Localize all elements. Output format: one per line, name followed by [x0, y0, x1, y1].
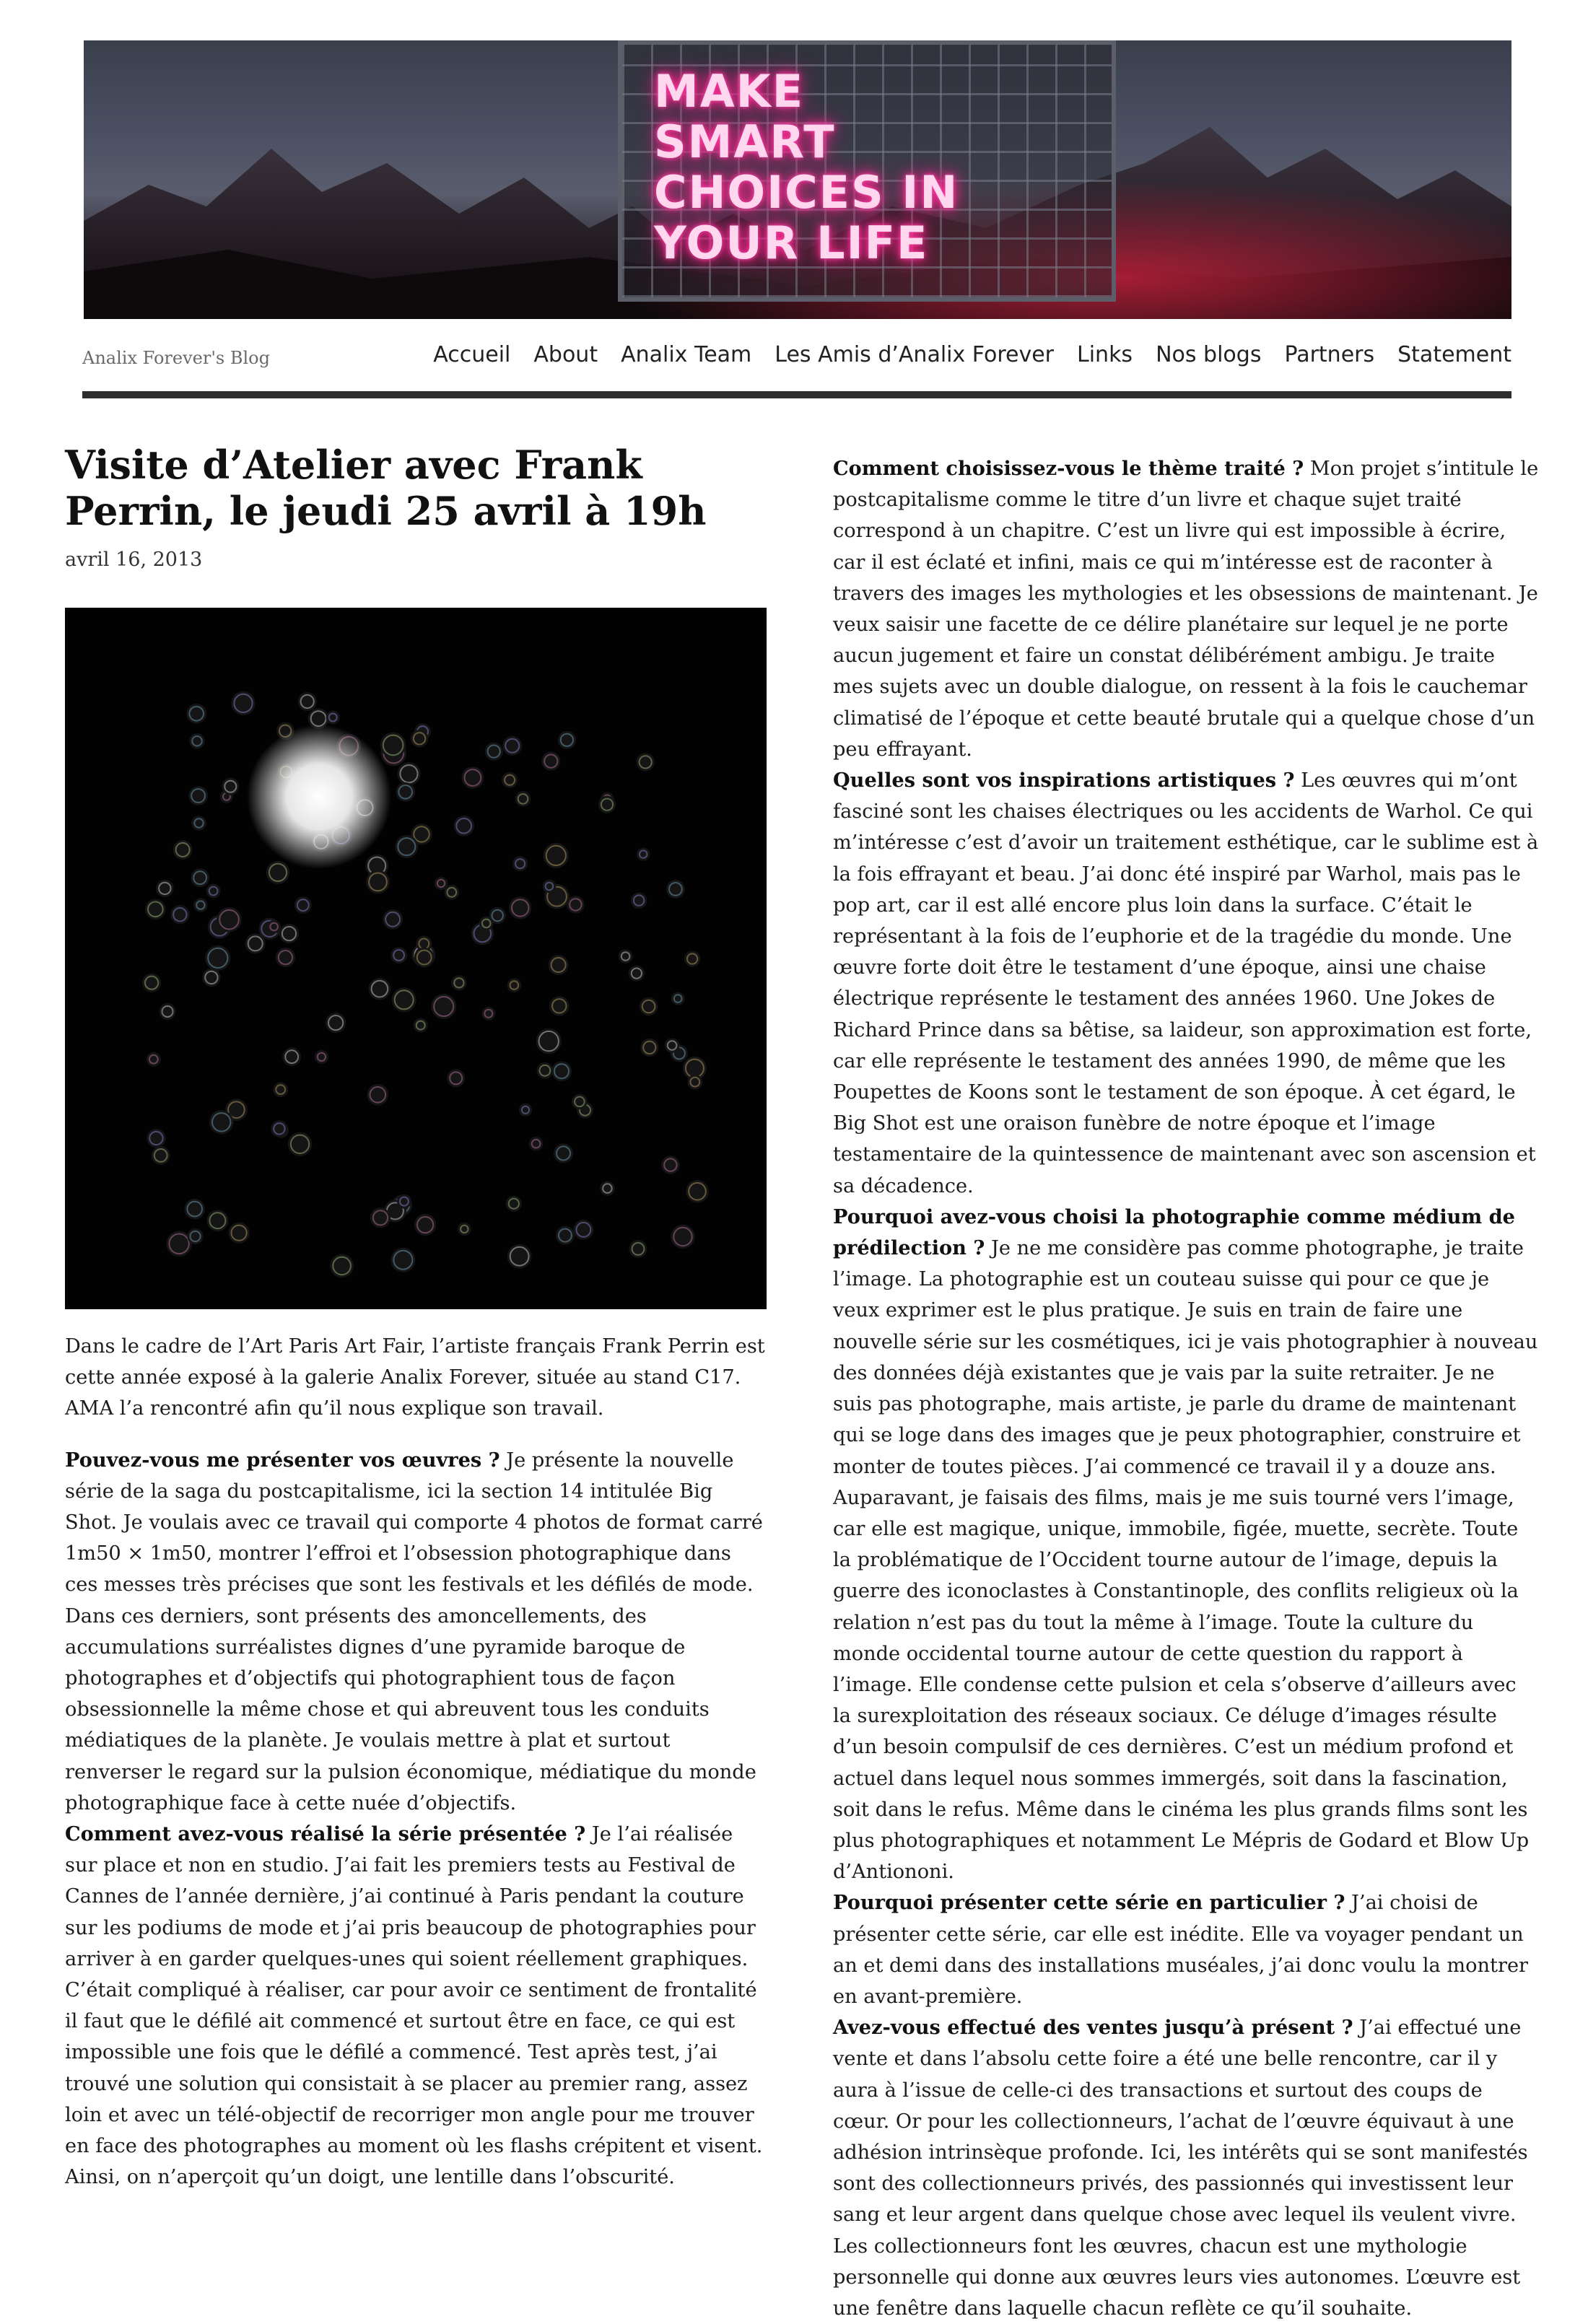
- camera-body: [392, 987, 416, 1012]
- nav-item-les-amis[interactable]: Les Amis d’Analix Forever: [775, 342, 1054, 367]
- camera-body: [519, 1104, 532, 1117]
- camera-body: [481, 1007, 495, 1021]
- main-navigation: [433, 342, 1511, 367]
- camera-body: [380, 733, 406, 759]
- camera-flash: [247, 725, 391, 869]
- answer: Je présente la nouvelle série de la saga du postcapitalisme, ici la section 14 intitulée Big Shot. Je voulais avec ce travail qui comporte 4 photos de format carré 1m50 × 1m50, montrer l’effroi et l’obsession photographique dans ces messes très précises que sont les festivals et les défilés de mode. Dans ces derniers, sont présents des amoncellements, des accumulations surréalistes dignes d’une pyramide baroque de photographes et d’objectifs qui photographient tous de façon obsessionnelle la même chose et qui abreuvent tous les conduits médiatiques de la planète. Je voulais mettre à plat et surtout renverser le regard sur la pulsion économique, médiatique du monde photographique face à cette nuée d’objectifs.: [65, 1449, 763, 1814]
- neon-sign-text: MAKE SMART CHOICES IN YOUR LIFE: [654, 65, 959, 269]
- question: Pouvez-vous me présenter vos œuvres ?: [65, 1448, 500, 1472]
- nav-item-analix-team[interactable]: Analix Team: [621, 342, 752, 367]
- qa-block: [65, 1445, 767, 1819]
- camera-body: [458, 1223, 471, 1236]
- camera-body: [637, 847, 650, 860]
- header-banner: [84, 40, 1511, 319]
- answer: Les œuvres qui m’ont fasciné sont les chaises électriques ou les accidents de Warhol. Ce qui m’intéresse c’est d’avoir un traitement esthétique, car le sublime est à la fois effrayant et beau. J’ai donc été inspiré par Warhol, mais pas le pop art, car il est allé encore plus loin dans la surface. C’était le représentant à la fois de l’euphorie et de la tragédie du monde. Une œuvre forte doit être le testament d’une époque, ainsi une chaise électrique représente le testament des années 1960. Une Jokes de Richard Prince dans sa bêtise, sa laideur, son approximation est forte, car elle représente le testament des années 1990, de même que les Poupettes de Koons sont le testament de son époque. À cet égard, le Big Shot est une oraison funèbre de notre époque et l’image testamentaire de la quintessence de maintenant avec son ascension et sa décadence.: [833, 769, 1539, 1197]
- qa-block: [833, 2012, 1539, 2324]
- camera-body: [147, 1052, 161, 1067]
- camera-body: [431, 994, 456, 1019]
- qa-block: [833, 1202, 1539, 1887]
- camera-body: [326, 711, 340, 725]
- nav-item-about[interactable]: About: [533, 342, 598, 367]
- question: Avez-vous effectué des ventes jusqu’à présent ?: [833, 2016, 1353, 2040]
- camera-body: [543, 880, 557, 894]
- nav-divider: [82, 391, 1511, 398]
- camera-body: [267, 920, 281, 934]
- question: Comment choisissez-vous le thème traité ?: [833, 457, 1304, 480]
- answer: Je ne me considère pas comme photographe, je traite l’image. La photographie est un couteau suisse qui pour ce que je veux exprimer est le plus pratique. Je suis en train de faire une nouvelle série sur les cosmétiques, ici je vais photographier à nouveau des données déjà existantes que je vais par la suite retraiter. Je ne suis pas photographe, mais artiste, je parle du drame de maintenant qui se loge dans des images que je peux photographier, construire et monter de toutes pièces. J’ai commencé ce travail il y a douze ans. Auparavant, je faisais des films, mais je me suis tourné vers l’image, car elle est magique, unique, immobile, figée, muette, secrète. Toute la problématique de l’Occident tourne autour de l’image, depuis la guerre des iconoclastes à Constantinople, des conflits religieux où la relation n’est pas du tout la même à l’image. Toute la culture du monde occidental tourne autour de cette question du rapport à l’image. Elle condense cette pulsion et cela s’observe d’ailleurs avec la surexploitation des réseaux sociaux. Ce déluge d’images résulte d’un besoin compulsif de ces dernières. C’est un médium profond et actuel dans lequel nous sommes immergés, soit dans la fascination, soit dans le refus. Même dans le cinéma les plus grands films sont les plus photographiques et notamment Le Mépris de Godard et Blow Up d’Antiononi.: [833, 1237, 1538, 1884]
- question: Comment avez-vous réalisé la série présentée ?: [65, 1822, 586, 1846]
- left-column-text: [65, 1331, 767, 2193]
- answer: Je l’ai réalisée sur place et non en studio. J’ai fait les premiers tests au Festival de Cannes de l’année dernière, j’ai continué à Paris pendant la couture sur les podiums de mode et j’ai pris beaucoup de photographies pour arriver à en garder quelques-unes qui soient réellement graphiques. C’était compliqué à réaliser, car pour avoir ce sentiment de frontalité il faut que le défilé ait commencé et surtout être en face, ce qui est impossible une fois que le défilé a commencé. Test après test, j’ai trouvé une solution qui consistait à se placer au premier rang, assez loin et avec un télé-objectif de recorriger mon angle pour me trouver en face des photographes au moment où les flashs crépitent et visent. Ainsi, on n’aperçoit qu’un doigt, une lentille dans l’obscurité.: [65, 1823, 763, 2189]
- answer: J’ai choisi de présenter cette série, car elle est inédite. Elle va voyager pendant un an et demi dans des installations muséales, j’ai donc voulu la montrer en avant-première.: [833, 1892, 1529, 2008]
- camera-body: [209, 1110, 233, 1134]
- camera-body: [529, 1137, 544, 1151]
- qa-block: [833, 765, 1539, 1202]
- answer: Mon projet s’intitule le postcapitalisme comme le titre d’un livre et chaque sujet traité correspond à un chapitre. C’est un livre qui est impossible à écrire, car il est éclaté et infini, mais ce qui m’intéresse est de raconter à travers des images les mythologies et les obsessions de maintenant. Je veux saisir une facette de ce délire planétaire sur lequel je ne porte aucun jugement et faire un constat délibérément ambigu. Je traite mes sujets avec un double dialogue, on ressent à la fois le cauchemar climatisé de l’époque et cette beauté brutale qui a quelque chose d’un peu effrayant.: [833, 458, 1539, 761]
- nav-item-accueil[interactable]: Accueil: [433, 342, 511, 367]
- photographers-crowd-image: [65, 608, 767, 1309]
- post-title[interactable]: Visite d’Atelier avec Frank Perrin, le jeudi 25 avril à 19h: [65, 442, 707, 534]
- camera-body: [536, 1028, 562, 1054]
- qa-block: [833, 1887, 1539, 2012]
- question: Quelles sont vos inspirations artistiques ?: [833, 769, 1295, 792]
- blog-name[interactable]: Analix Forever's Blog: [82, 348, 270, 368]
- camera-body: [544, 843, 569, 868]
- camera-body: [435, 877, 448, 890]
- answer: J’ai effectué une vente et dans l’absolu cette foire a été une belle rencontre, car il y aura à l’issue de celle-ci des transactions et surtout des coups de cœur. Or pour les collectionneurs, l’achat de l’œuvre équivaut à une adhésion intrinsèque profonde. Ici, les intérêts qui se sont manifestés sont des collectionneurs privés, des passionnés qui investissent leur sang et leur argent dans quelque chose avec lequel ils veulent vivre. Les collectionneurs font les œuvres, chacun est une mythologie personnelle qui donne aux œuvres leurs vies autonomes. L’œuvre est une fenêtre dans laquelle chacun reflète ce qu’il souhaite.: [833, 2017, 1528, 2320]
- camera-body: [507, 1244, 532, 1269]
- camera-body: [671, 1225, 694, 1249]
- question: Pourquoi avez-vous choisi la photographie comme médium de prédilection ?: [833, 1205, 1515, 1260]
- qa-block: [833, 453, 1539, 765]
- camera-body: [193, 898, 207, 912]
- camera-body: [315, 1050, 328, 1064]
- camera-body: [288, 1132, 312, 1156]
- camera-body: [671, 992, 685, 1005]
- nav-item-partners[interactable]: Partners: [1284, 342, 1375, 367]
- post-date: avril 16, 2013: [65, 549, 203, 571]
- post-intro: Dans le cadre de l’Art Paris Art Fair, l’artiste français Frank Perrin est cette année exposé à la galerie Analix Forever, située au stand C17. AMA l’a rencontré afin qu’il nous explique son travail.: [65, 1335, 765, 1420]
- camera-body: [619, 949, 633, 964]
- camera-body: [507, 978, 522, 992]
- question: Pourquoi présenter cette série en particulier ?: [833, 1891, 1345, 1915]
- camera-body: [206, 884, 221, 899]
- right-column-text: [833, 453, 1539, 2324]
- camera-body: [217, 907, 242, 932]
- qa-block: [65, 1819, 767, 2193]
- nav-item-nos-blogs[interactable]: Nos blogs: [1156, 342, 1262, 367]
- camera-body: [205, 945, 230, 971]
- camera-body: [391, 1248, 415, 1272]
- nav-item-links[interactable]: Links: [1077, 342, 1133, 367]
- post-photo: [65, 608, 767, 1309]
- nav-item-statement[interactable]: Statement: [1397, 342, 1511, 367]
